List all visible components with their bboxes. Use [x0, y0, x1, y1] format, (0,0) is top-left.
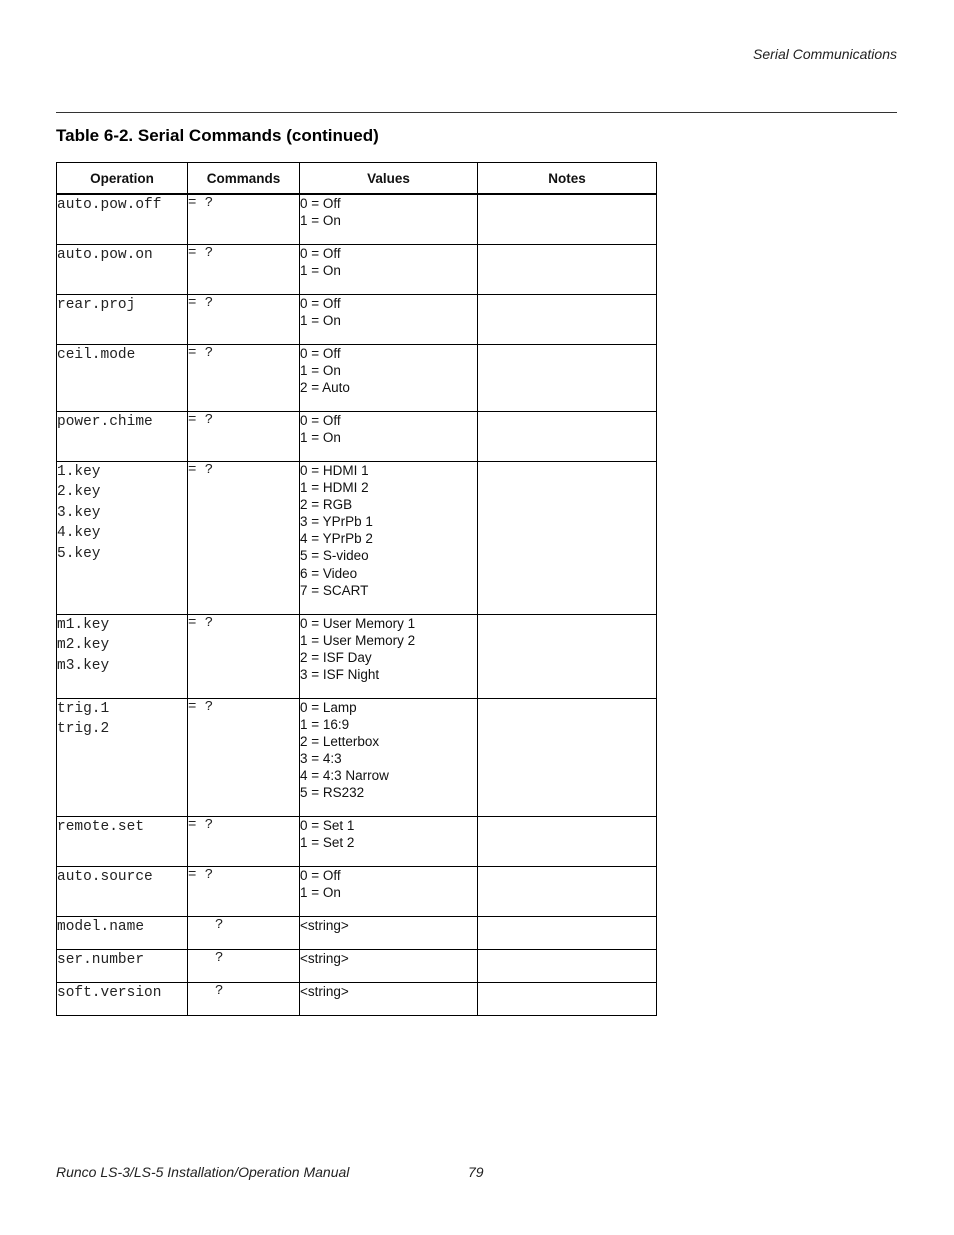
values-cell	[300, 866, 478, 916]
table-row	[57, 866, 657, 916]
value-line: 2 = ISF Day	[300, 649, 372, 665]
command-cell: = ?	[188, 866, 300, 916]
value-line: 3 = YPrPb 1	[300, 514, 373, 530]
table-row	[57, 461, 657, 614]
command-cell: = ?	[188, 194, 300, 244]
values-cell	[300, 244, 478, 294]
value-line: 3 = 4:3	[300, 751, 342, 767]
operation-name: model.name	[57, 918, 145, 935]
notes-cell	[478, 866, 657, 916]
operation-name: soft.version	[57, 984, 162, 1001]
page-number: 79	[468, 1164, 484, 1180]
column-header-operation: Operation	[57, 163, 188, 195]
command-cell: ?	[188, 916, 300, 949]
value-line: <string>	[300, 917, 349, 933]
table-row	[57, 949, 657, 982]
notes-cell	[478, 949, 657, 982]
table-row	[57, 916, 657, 949]
values-cell	[300, 411, 478, 461]
values-cell	[300, 816, 478, 866]
operation-cell	[57, 949, 188, 982]
value-line: 1 = User Memory 2	[300, 632, 416, 648]
table-row	[57, 411, 657, 461]
value-line: 0 = Off	[300, 867, 341, 883]
value-line: 6 = Video	[300, 565, 358, 581]
value-line: <string>	[300, 950, 349, 966]
table-row	[57, 614, 657, 698]
column-header-notes: Notes	[478, 163, 657, 195]
operation-name: ser.number	[57, 951, 145, 968]
command-cell: = ?	[188, 294, 300, 344]
value-line: 1 = On	[300, 312, 341, 328]
operation-name: 2.key	[57, 484, 101, 501]
running-header: Serial Communications	[753, 46, 897, 62]
value-line: 7 = SCART	[300, 582, 369, 598]
value-line: 1 = On	[300, 884, 341, 900]
table-row	[57, 344, 657, 411]
value-line: 5 = S-video	[300, 548, 369, 564]
values-cell	[300, 194, 478, 244]
value-line: 0 = User Memory 1	[300, 615, 416, 631]
command-cell: = ?	[188, 461, 300, 614]
table-row	[57, 698, 657, 816]
command-cell: = ?	[188, 344, 300, 411]
command-cell: = ?	[188, 411, 300, 461]
value-line: 2 = RGB	[300, 496, 353, 512]
table-row	[57, 294, 657, 344]
notes-cell	[478, 461, 657, 614]
footer-manual-title: Runco LS-3/LS-5 Installation/Operation Manual	[56, 1164, 350, 1180]
operation-name: m2.key	[57, 637, 110, 654]
command-cell: = ?	[188, 244, 300, 294]
operation-cell	[57, 698, 188, 816]
values-cell	[300, 614, 478, 698]
table-body	[57, 194, 657, 1015]
values-cell	[300, 698, 478, 816]
operation-cell	[57, 816, 188, 866]
value-line: 0 = Off	[300, 196, 341, 211]
operation-cell	[57, 411, 188, 461]
value-line: 1 = 16:9	[300, 716, 350, 732]
command-cell: = ?	[188, 698, 300, 816]
column-header-values: Values	[300, 163, 478, 195]
table-row	[57, 816, 657, 866]
operation-name: auto.source	[57, 868, 153, 885]
value-line: 1 = Set 2	[300, 834, 355, 850]
values-cell	[300, 461, 478, 614]
operation-name: 1.key	[57, 463, 101, 480]
notes-cell	[478, 294, 657, 344]
operation-name: 3.key	[57, 504, 101, 521]
value-line: 0 = Lamp	[300, 699, 357, 715]
operation-cell	[57, 294, 188, 344]
operation-cell	[57, 614, 188, 698]
operation-name: ceil.mode	[57, 346, 136, 363]
values-cell	[300, 982, 478, 1015]
operation-name: remote.set	[57, 818, 145, 835]
table-row	[57, 982, 657, 1015]
value-line: 3 = ISF Night	[300, 667, 380, 683]
notes-cell	[478, 916, 657, 949]
table-row	[57, 244, 657, 294]
command-cell: ?	[188, 982, 300, 1015]
table-header-row	[57, 163, 657, 195]
operation-name: m1.key	[57, 616, 110, 633]
command-cell: = ?	[188, 614, 300, 698]
values-cell	[300, 949, 478, 982]
value-line: 0 = Off	[300, 295, 341, 311]
value-line: 1 = On	[300, 429, 341, 445]
notes-cell	[478, 816, 657, 866]
value-line: <string>	[300, 983, 349, 999]
operation-cell	[57, 194, 188, 244]
notes-cell	[478, 244, 657, 294]
notes-cell	[478, 411, 657, 461]
operation-name: auto.pow.off	[57, 197, 162, 213]
operation-cell	[57, 866, 188, 916]
value-line: 0 = Off	[300, 345, 341, 361]
value-line: 0 = HDMI 1	[300, 462, 369, 478]
value-line: 0 = Set 1	[300, 817, 355, 833]
values-cell	[300, 916, 478, 949]
value-line: 1 = HDMI 2	[300, 479, 369, 495]
column-header-commands: Commands	[188, 163, 300, 195]
operation-cell	[57, 344, 188, 411]
operation-cell	[57, 461, 188, 614]
command-cell: ?	[188, 949, 300, 982]
value-line: 1 = On	[300, 213, 341, 229]
operation-name: rear.proj	[57, 296, 136, 313]
notes-cell	[478, 614, 657, 698]
operation-cell	[57, 982, 188, 1015]
operation-cell	[57, 916, 188, 949]
table-row	[57, 194, 657, 244]
notes-cell	[478, 698, 657, 816]
value-line: 5 = RS232	[300, 785, 365, 801]
value-line: 4 = 4:3 Narrow	[300, 768, 389, 784]
operation-name: trig.1	[57, 700, 110, 717]
table-caption: Table 6-2. Serial Commands (continued)	[56, 126, 379, 145]
operation-name: 5.key	[57, 545, 101, 562]
notes-cell	[478, 194, 657, 244]
command-cell: = ?	[188, 816, 300, 866]
operation-cell	[57, 244, 188, 294]
value-line: 2 = Auto	[300, 379, 350, 395]
value-line: 4 = YPrPb 2	[300, 531, 373, 547]
operation-name: m3.key	[57, 657, 110, 674]
notes-cell	[478, 344, 657, 411]
value-line: 0 = Off	[300, 412, 341, 428]
value-line: 1 = On	[300, 262, 341, 278]
operation-name: power.chime	[57, 413, 153, 430]
value-line: 2 = Letterbox	[300, 733, 380, 749]
operation-name: 4.key	[57, 525, 101, 542]
value-line: 1 = On	[300, 362, 341, 378]
notes-cell	[478, 982, 657, 1015]
values-cell	[300, 344, 478, 411]
values-cell	[300, 294, 478, 344]
value-line: 0 = Off	[300, 245, 341, 261]
header-rule	[56, 112, 897, 113]
operation-name: auto.pow.on	[57, 246, 153, 263]
operation-name: trig.2	[57, 721, 110, 738]
serial-commands-table	[56, 162, 657, 1016]
